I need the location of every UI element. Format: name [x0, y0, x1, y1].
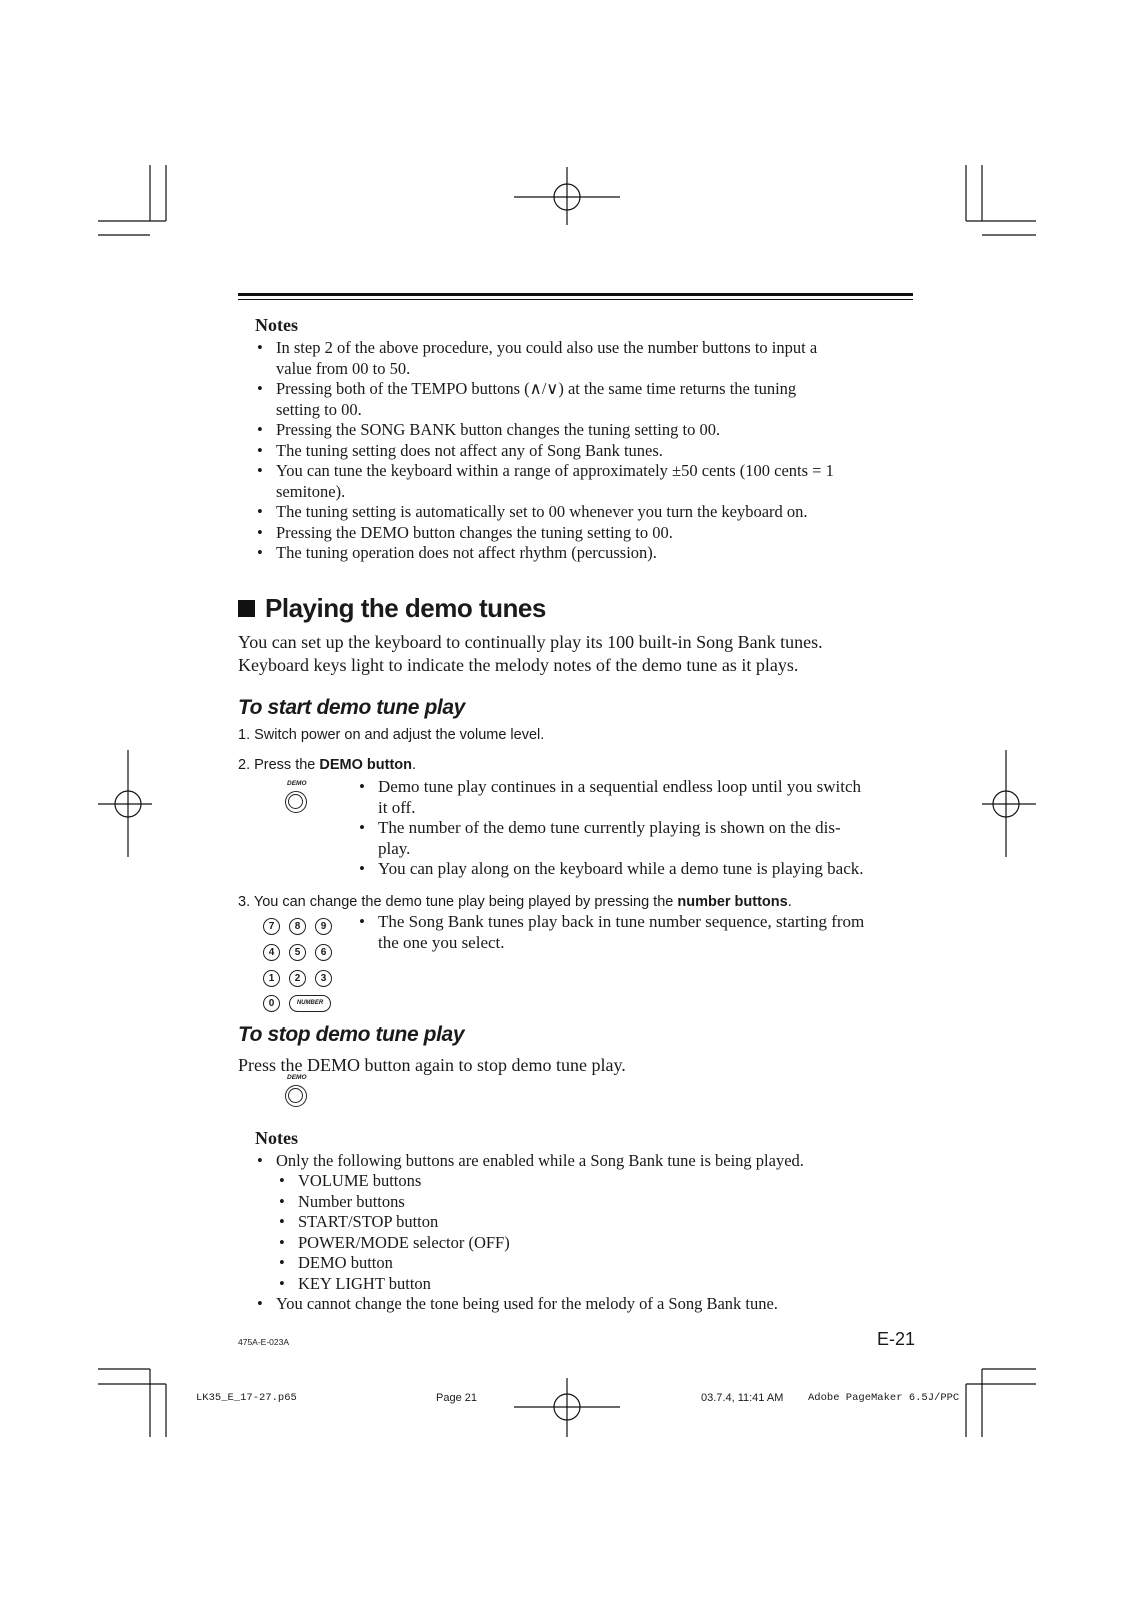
list-item: • VOLUME buttons: [279, 1171, 422, 1190]
section-title: Playing the demo tunes: [238, 593, 546, 624]
document-code: 475A-E-023A: [238, 1337, 290, 1347]
list-item: • Pressing both of the TEMPO buttons (∧/∨) at the same time returns the tuning setting to 00.: [257, 379, 797, 419]
list-item: • The Song Bank tunes play back in tune number sequence, starting from the one you select.: [359, 912, 865, 952]
demo-button-icon: [285, 1085, 307, 1107]
registration-mark: [98, 750, 152, 857]
step2-bullets: [357, 777, 922, 880]
key-0-icon: 0: [263, 995, 280, 1012]
enabled-buttons-list: [277, 1171, 677, 1294]
key-5-icon: 5: [289, 944, 306, 961]
square-bullet-icon: [238, 600, 255, 617]
stop-heading: To stop demo tune play: [238, 1023, 465, 1046]
notes-heading: Notes: [255, 315, 298, 335]
key-6-icon: 6: [315, 944, 332, 961]
list-item: • You cannot change the tone being used for the melody of a Song Bank tune.: [257, 1294, 778, 1313]
key-8-icon: 8: [289, 918, 306, 935]
list-item: • You can play along on the keyboard while a demo tune is playing back.: [359, 859, 864, 878]
key-3-icon: 3: [315, 970, 332, 987]
stop-text: Press the DEMO button again to stop demo tune play.: [238, 1055, 626, 1075]
slug-app: Adobe PageMaker 6.5J/PPC: [808, 1392, 960, 1404]
slug-date: 03.7.4, 11:41 AM: [701, 1392, 784, 1404]
slug-page: Page 21: [436, 1392, 477, 1404]
list-item: • Demo tune play continues in a sequential endless loop until you switch it off.: [359, 777, 861, 817]
header-rule-thin: [238, 299, 913, 300]
list-item: • Only the following buttons are enabled while a Song Bank tune is being played.: [257, 1151, 804, 1170]
number-key-icon: NUMBER: [289, 995, 331, 1012]
notes2-lead: [255, 1151, 915, 1172]
start-heading: To start demo tune play: [238, 696, 465, 719]
registration-mark: [514, 167, 620, 225]
list-item: • You can tune the keyboard within a range of approximately ±50 cents (100 cents = 1 semitone).: [257, 461, 834, 501]
key-7-icon: 7: [263, 918, 280, 935]
key-4-icon: 4: [263, 944, 280, 961]
slug-filename: LK35_E_17-27.p65: [196, 1392, 297, 1404]
notes-heading: Notes: [255, 1128, 298, 1148]
list-item: • START/STOP button: [279, 1212, 439, 1231]
list-item: • Number buttons: [279, 1191, 405, 1211]
demo-button-caption: DEMO: [287, 780, 307, 787]
key-9-icon: 9: [315, 918, 332, 935]
step-3: 3. You can change the demo tune play being played by pressing the number buttons.: [238, 894, 792, 910]
registration-mark: [982, 750, 1036, 857]
key-2-icon: 2: [289, 970, 306, 987]
list-item: • The tuning setting is automatically set to 00 whenever you turn the keyboard on.: [257, 502, 808, 521]
step-2: 2. Press the DEMO button.: [238, 757, 417, 773]
header-rule: [238, 293, 913, 296]
demo-button-caption: DEMO: [287, 1074, 307, 1081]
list-item: • The number of the demo tune currently playing is shown on the dis- play.: [359, 818, 841, 858]
list-item: • The tuning setting does not affect any of Song Bank tunes.: [257, 440, 663, 460]
key-1-icon: 1: [263, 970, 280, 987]
demo-button-icon: [285, 791, 307, 813]
list-item: • In step 2 of the above procedure, you could also use the number buttons to input a value from 00 to 50.: [257, 338, 818, 378]
step-1: 1. Switch power on and adjust the volume level.: [238, 727, 545, 743]
list-item: • DEMO button: [279, 1253, 393, 1272]
list-item: • Pressing the SONG BANK button changes the tuning setting to 00.: [257, 420, 721, 439]
registration-mark: [514, 1378, 620, 1437]
notes2-last: [255, 1294, 915, 1315]
section-intro: You can set up the keyboard to continually play its 100 built-in Song Bank tunes. Keyboard keys light to indicate the melody notes of the demo tune as it plays.: [238, 632, 823, 675]
list-item: • Pressing the DEMO button changes the tuning setting to 00.: [257, 522, 673, 542]
page-number: E-21: [877, 1329, 916, 1349]
list-item: • KEY LIGHT button: [279, 1273, 431, 1293]
list-item: • The tuning operation does not affect rhythm (percussion).: [257, 543, 657, 562]
list-item: • POWER/MODE selector (OFF): [279, 1232, 510, 1252]
step3-bullets: [357, 912, 922, 953]
notes-list: [255, 338, 915, 564]
